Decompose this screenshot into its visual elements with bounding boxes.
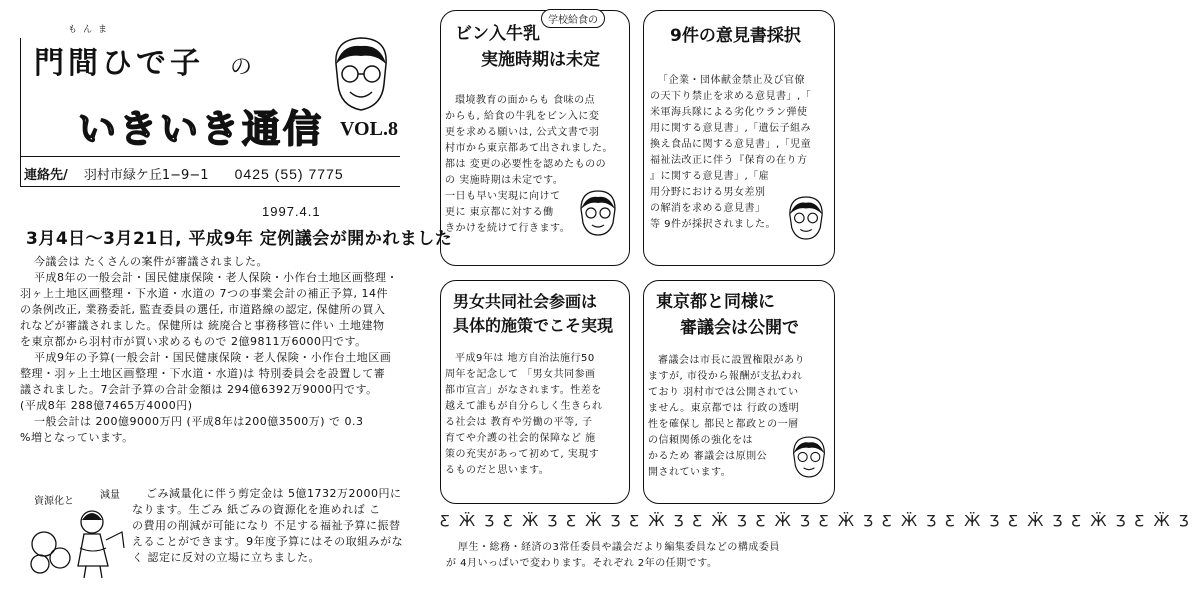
tokyo-line: 性を確保し 都民と都政との一層 [648, 419, 799, 430]
newsletter-title: いきいき通信 [78, 107, 325, 151]
opinions-line: 換え食品に関する意見書」,「児童 [650, 139, 812, 150]
milk-line: 一日も早い実現に向けて [445, 191, 561, 202]
main-line: 羽ヶ上土地区画整理・下水道・水道の 7つの事業会計の補正予算, 14件 [20, 287, 388, 300]
portrait-sketch-icon [328, 34, 394, 114]
gender-line: 平成9年は 地方自治法施行50 [455, 353, 595, 364]
contact-address: 羽村市緑ケ丘1−9−1 [83, 168, 209, 183]
milk-line: 環境教育の面からも 食味の点 [455, 95, 596, 106]
opinions-line: 用に関する意見書」,「遺伝子組み [650, 123, 812, 134]
gender-line: る社会は 教育や労働の平等, 子 [445, 417, 593, 428]
main-line: 平成8年の一般会計・国民健康保険・老人保険・小作台土地区画整理・ [34, 271, 398, 284]
waste-line: く 認定に反対の立場に立ちました。 [132, 551, 320, 564]
milk-title-2: 実施時期は未定 [481, 50, 600, 70]
gender-box [440, 280, 630, 504]
milk-line: 更に 東京都に対する働 [445, 207, 554, 218]
opinions-line: 用分野における男女差別 [650, 187, 766, 198]
waste-article [132, 486, 422, 566]
tokyo-line: ますが, 市役から報酬が支払われ [648, 371, 803, 382]
opinions-line: の解消を求める意見書」 [650, 203, 766, 214]
milk-line: 更を求める願いは, 公式文書で羽 [445, 127, 600, 138]
main-line: 整理・羽ヶ上土地区画整理・下水道・水道)は 特別委員会を設置して審 [20, 367, 386, 380]
main-line: 今議会は たくさんの案件が審議されました。 [34, 255, 268, 268]
face-sketch-icon [577, 187, 619, 239]
main-line: の条例改正, 業務委託, 監査委員の選任, 市道路線の認定, 保健所の買入 [20, 303, 386, 316]
main-line: %増となっています。 [20, 431, 134, 444]
gender-line: 策の充実があって初めて, 実現す [445, 449, 600, 460]
tokyo-line: ません。東京都では 行政の透明 [648, 403, 800, 414]
milk-tag: 学校給食の [541, 9, 605, 28]
face-sketch-icon [790, 433, 828, 481]
tokyo-line: かるため 審議会は原則公 [648, 451, 768, 462]
tokyo-title-1: 東京都と同様に [656, 292, 775, 312]
gender-body [445, 351, 627, 479]
main-line: 一般会計は 200億9000万円 (平成8年は200億3500万) で 0.3 [34, 415, 364, 428]
face-sketch-icon [786, 193, 826, 243]
author-name: 門間ひで子 [34, 46, 204, 81]
milk-line: からも, 給食の牛乳をビン入に変 [445, 111, 600, 122]
opinions-line: 米軍海兵隊による劣化ウラン弾使 [650, 107, 808, 118]
gender-line: 都市宣言」がなされます。性差を [445, 385, 602, 396]
waste-label-reduction: 減量 [100, 490, 120, 501]
masthead-left-rule [20, 38, 21, 186]
milk-line: きかけを続けて行きます。 [445, 223, 571, 234]
opinions-line: 等 9件が採択されました。 [650, 219, 777, 230]
main-line: を東京都から羽村市が買い求めるもので 2億9811万6000円です。 [20, 335, 367, 348]
gender-title-1: 男女共同社会参画は [453, 292, 598, 311]
waste-line: なります。生ごみ 紙ごみの資源化を進めれば こ [132, 503, 381, 516]
footer-line-2: が 4月いっぱいで変わります。それぞれ 2年の任期です。 [446, 558, 718, 569]
waste-line: の費用の削減が可能になり 不足する福祉予算に振替 [132, 519, 401, 532]
masthead-divider [20, 156, 400, 157]
tokyo-line: の信頼関係の強化をは [648, 435, 753, 446]
tokyo-box [643, 280, 835, 504]
main-line: 議されました。7会計予算の合計金額は 294億6392万9000円です。 [20, 383, 378, 396]
butterfly-border [440, 512, 1198, 536]
contact-phone: 0425 (55) 7775 [234, 166, 344, 182]
footer-notice [446, 540, 838, 572]
milk-title-1: ビン入牛乳 [455, 24, 540, 44]
main-line: れなどが審議されました。保健所は 統廃合と事務移管に伴い 土地建物 [20, 319, 385, 332]
gender-line: 育てや介護の社会的保障など 施 [445, 433, 596, 444]
opinions-line: 福祉法改正に伴う『保育の在り方 [650, 155, 808, 166]
opinions-line: の天下り禁止を求める意見書」,「 [650, 91, 812, 102]
name-ruby: もんま [68, 25, 114, 35]
main-line: (平成8年 288億7465万4000円) [20, 399, 193, 412]
opinions-box [643, 10, 835, 266]
opinions-line: 』に関する意見書」,「雇 [650, 171, 770, 182]
gender-line: るものだと思います。 [445, 465, 550, 476]
waste-line: えることができます。9年度予算にはその取組みがな [132, 535, 404, 548]
masthead [20, 14, 415, 192]
volume-number: VOL.8 [340, 118, 398, 140]
gender-line: 周年を記念して 「男女共同参画 [445, 369, 596, 380]
main-headline: 3月4日〜3月21日, 平成9年 定例議会が開かれました [26, 229, 453, 249]
milk-box [440, 10, 630, 266]
main-article [20, 254, 415, 446]
milk-line: 村市から東京都あて出されました。 [445, 143, 613, 154]
milk-line: 都は 変更の必要性を認めたものの [445, 159, 607, 170]
waste-label-resources: 資源化と [34, 496, 74, 507]
main-line: 平成9年の予算(一般会計・国民健康保険・老人保険・小作台土地区画 [34, 351, 392, 364]
tokyo-line: 開されています。 [648, 467, 732, 478]
masthead-underline [20, 186, 400, 187]
gender-title-2: 具体的施策でこそ実現 [453, 316, 614, 335]
opinions-title: 9件の意見書採択 [670, 26, 801, 46]
footer-line-1: 厚生・総務・経済の3常任委員や議会だより編集委員などの構成委員 [458, 542, 780, 553]
tokyo-line: ており 羽村市では公開されてい [648, 387, 799, 398]
butterfly-icon: ƸӜƷƸӜƷƸӜƷƸӜƷƸӜƷƸӜƷƸӜƷƸӜƷƸӜƷƸӜƷƸӜƷƸӜƷ [440, 512, 1198, 530]
contact-line [24, 164, 344, 183]
issue-date: 1997.4.1 [262, 204, 321, 219]
name-particle: の [230, 55, 253, 80]
opinions-line: 「企業・団体献金禁止及び官僚 [658, 75, 805, 86]
waste-line: ごみ減量化に伴う剪定金は 5億1732万2000円に [146, 487, 402, 500]
contact-label: 連絡先/ [24, 168, 68, 183]
milk-line: の 実施時期は未定です。 [445, 175, 564, 186]
tokyo-line: 審議会は市長に設置権限があり [658, 355, 805, 366]
girl-illustration-icon [26, 504, 130, 580]
gender-line: 越えて誰もが自分らしく生きられ [445, 401, 603, 412]
tokyo-title-2: 審議会は公開で [680, 318, 799, 338]
